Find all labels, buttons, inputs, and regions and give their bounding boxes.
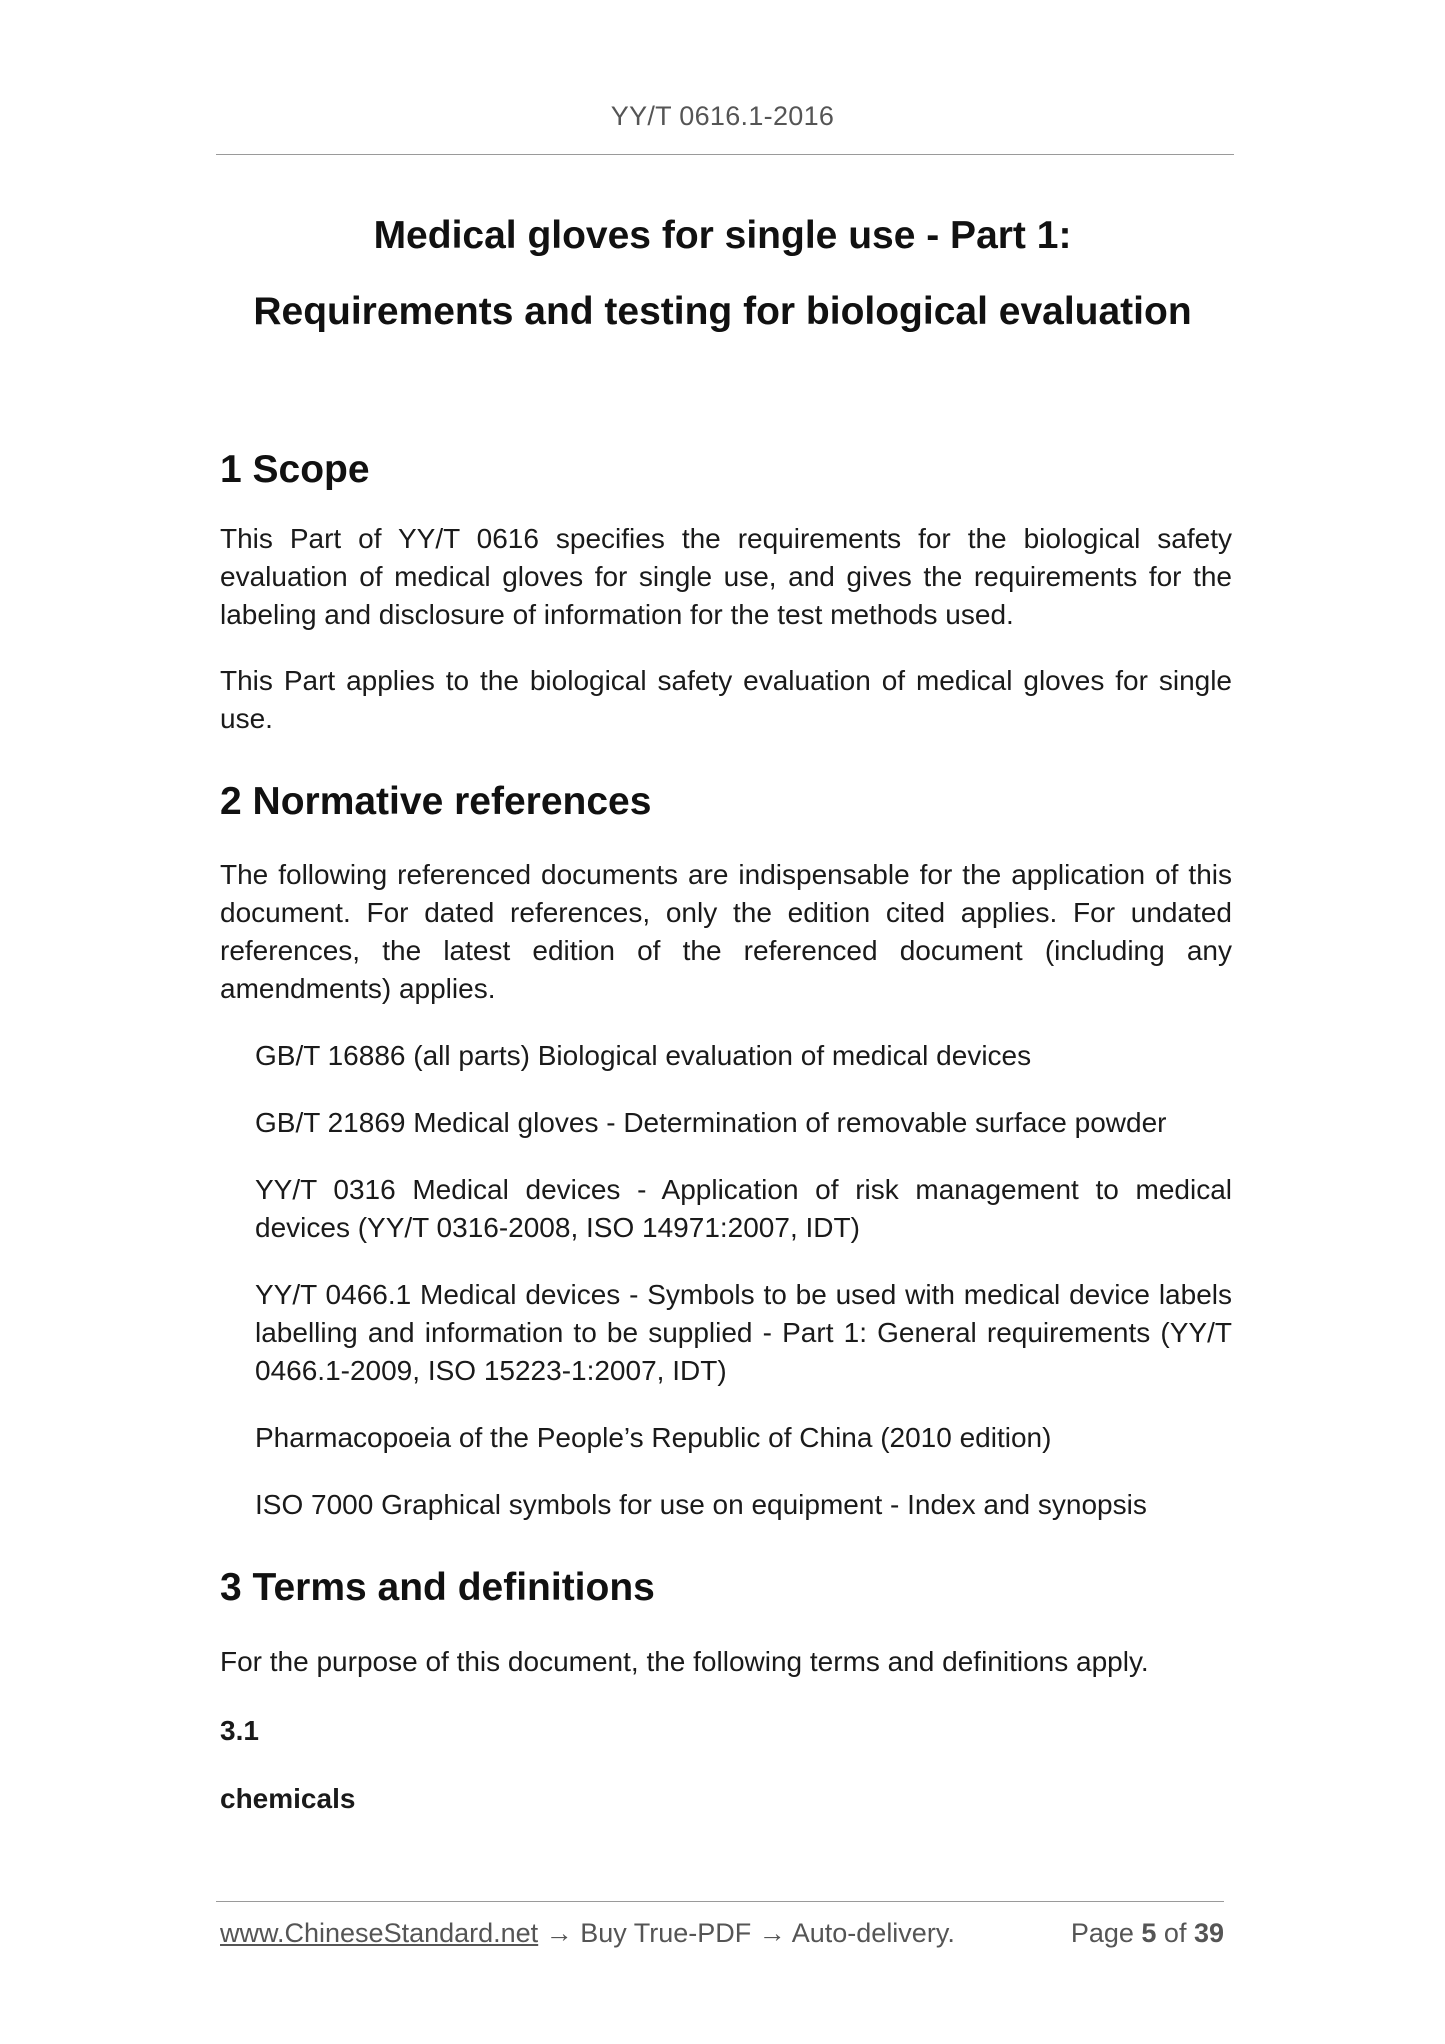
document-body <box>220 442 1232 1818</box>
reference-item: Pharmacopoeia of the People’s Republic of China (2010 edition) <box>255 1422 1052 1453</box>
page-label: Page <box>1070 1918 1142 1948</box>
of-label: of <box>1156 1918 1194 1948</box>
reference-item: ISO 7000 Graphical symbols for use on equipment - Index and synopsis <box>255 1489 1147 1520</box>
reference-item: YY/T 0316 Medical devices - Application of risk management to medical devices (YY/T 0316-2008, ISO 14971:2007, IDT) <box>255 1174 1232 1243</box>
title-line-2: Requirements and testing for biological evaluation <box>253 290 1192 333</box>
site-link[interactable]: www.ChineseStandard.net <box>220 1918 539 1948</box>
term-name: chemicals <box>220 1783 356 1814</box>
scope-paragraph-2: This Part applies to the biological safety evaluation of medical gloves for single use. <box>220 665 1232 734</box>
reference-item: GB/T 21869 Medical gloves - Determination of removable surface powder <box>255 1107 1167 1138</box>
document-title <box>0 198 1445 350</box>
section-heading-scope: 1 Scope <box>220 448 370 491</box>
reference-item: GB/T 16886 (all parts) Biological evaluation of medical devices <box>255 1040 1032 1071</box>
terms-intro-paragraph: For the purpose of this document, the following terms and definitions apply. <box>220 1646 1149 1677</box>
header-divider <box>216 154 1234 155</box>
reference-list <box>220 1037 1232 1524</box>
section-heading-terms-definitions: 3 Terms and definitions <box>220 1566 655 1609</box>
normative-intro-paragraph: The following referenced documents are indispensable for the application of this document. For dated references, only the edition cited applies. For undated references, the latest edition of the referenced document (including any amendments) applies. <box>220 859 1232 1004</box>
current-page-number: 5 <box>1141 1918 1157 1948</box>
title-line-1: Medical gloves for single use - Part 1: <box>373 214 1072 257</box>
page-header-doc-id: YY/T 0616.1-2016 <box>610 101 835 131</box>
reference-item: YY/T 0466.1 Medical devices - Symbols to be used with medical device labels labelling and information to be supplied - Part 1: General requirements (YY/T 0466.1-2009, ISO 15223-1:2007, IDT) <box>255 1279 1232 1386</box>
footer-tagline: → Buy True-PDF → Auto-delivery. <box>538 1918 955 1948</box>
section-heading-normative-references: 2 Normative references <box>220 780 652 823</box>
footer-divider <box>216 1901 1224 1902</box>
term-number: 3.1 <box>220 1715 259 1746</box>
page-number-indicator <box>1071 1918 1224 1949</box>
scope-paragraph-1: This Part of YY/T 0616 specifies the requirements for the biological safety evaluation of medical gloves for single use, and gives the requirements for the labeling and disclosure of information for the test methods used. <box>220 523 1232 630</box>
total-page-count: 39 <box>1193 1918 1224 1948</box>
page-footer <box>220 1918 1226 1949</box>
